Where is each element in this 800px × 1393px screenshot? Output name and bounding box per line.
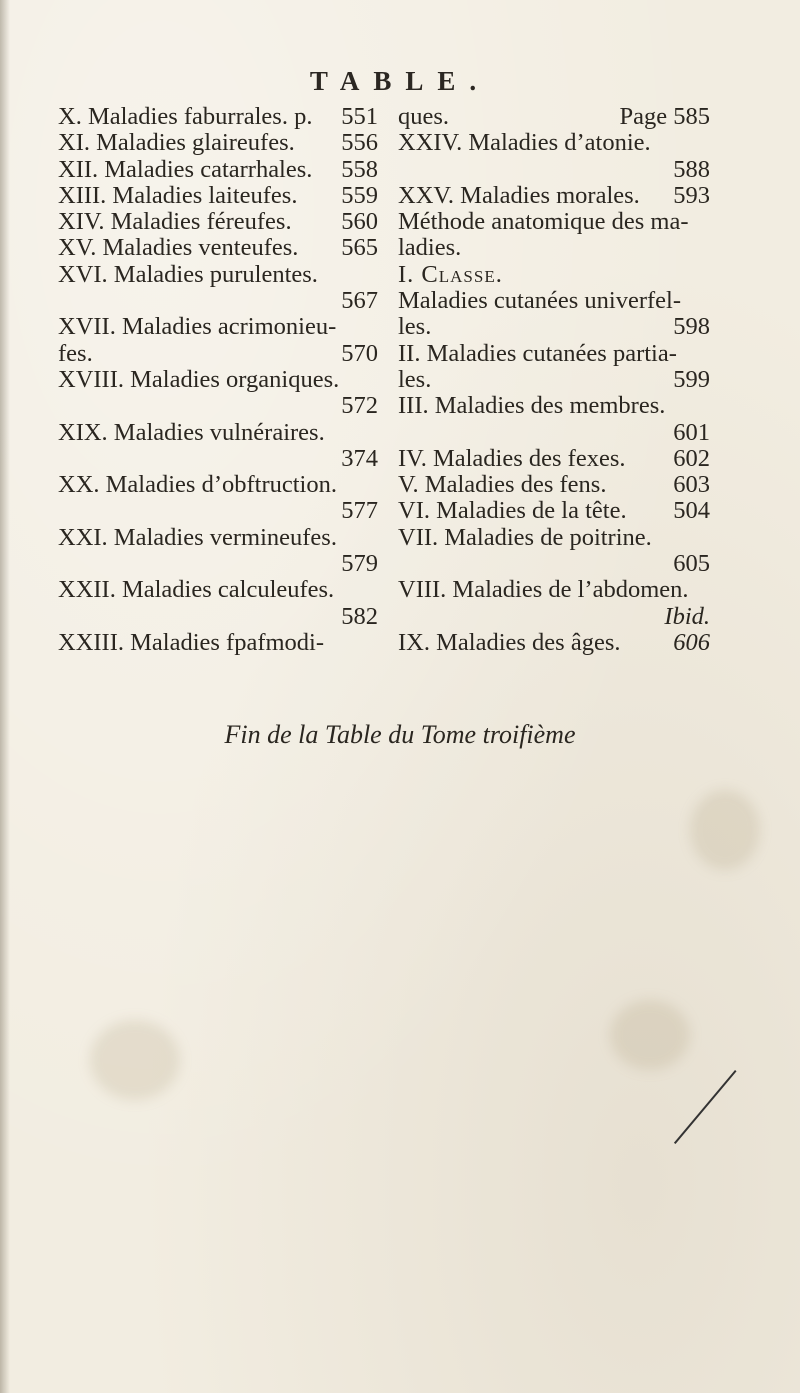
toc-entry (58, 341, 378, 367)
paper-stain (610, 1000, 690, 1070)
entry-label: XVI. Maladies purulentes. (58, 260, 318, 288)
entry-page: 582 (341, 602, 378, 630)
toc-entry (58, 498, 378, 524)
toc-entry (58, 209, 378, 235)
entry-page: 588 (673, 155, 710, 183)
entry-label: VII. Maladies de poitrine. (398, 523, 652, 551)
toc-entry (398, 551, 710, 577)
entry-page: 601 (673, 418, 710, 446)
toc-entry (58, 420, 378, 446)
entry-label: XI. Maladies glaireufes. (58, 129, 295, 157)
entry-page: 603 (673, 471, 710, 499)
toc-entry (58, 472, 378, 498)
toc-entry (58, 577, 378, 603)
toc-entry (398, 130, 710, 156)
toc-entry (398, 104, 710, 130)
toc-entry (58, 314, 378, 340)
toc-entry (58, 525, 378, 551)
page-binding-edge (0, 0, 10, 1393)
toc-entry (58, 262, 378, 288)
entry-label: III. Maladies des membres. (398, 392, 666, 420)
toc-entry (398, 420, 710, 446)
entry-label: IV. Maladies des fexes. (398, 444, 626, 472)
toc-entry (58, 157, 378, 183)
entry-label: XIII. Maladies laiteufes. (58, 181, 298, 209)
entry-page: 602 (673, 444, 710, 472)
toc-entry (58, 183, 378, 209)
entry-label: XVIII. Maladies organiques. (58, 365, 340, 393)
paper-stain (690, 790, 760, 870)
table-end-note: Fin de la Table du Tome troifième (224, 720, 576, 749)
toc-entry (398, 157, 710, 183)
toc-entry (58, 393, 378, 419)
toc-entry (58, 235, 378, 261)
entry-label: XXII. Maladies calculeufes. (58, 576, 335, 604)
toc-entry (398, 235, 710, 261)
entry-page: 567 (341, 287, 378, 315)
entry-label: X. Maladies faburrales. p. (58, 103, 313, 130)
entry-page: 606 (673, 628, 710, 656)
entry-label: VI. Maladies de la tête. (398, 497, 627, 525)
entry-label: Maladies cutanées univerfel- (398, 287, 681, 315)
entry-page: 599 (673, 365, 710, 393)
entry-page: 374 (341, 444, 378, 472)
toc-entry (398, 577, 710, 603)
entry-label: XIX. Maladies vulnéraires. (58, 418, 325, 446)
entry-page: 605 (673, 550, 710, 578)
entry-label: ques. (398, 103, 450, 130)
entry-label: les. (398, 313, 432, 341)
paper-stain (90, 1020, 180, 1100)
toc-entry (398, 498, 710, 524)
entry-label: XX. Maladies d’obftruction. (58, 471, 337, 499)
entry-page: Ibid. (664, 602, 710, 630)
entry-page: 593 (673, 181, 710, 209)
toc-entry (398, 183, 710, 209)
entry-label: VIII. Maladies de l’abdomen. (398, 576, 689, 604)
toc-entry (58, 630, 378, 656)
entry-label: Méthode anatomique des ma- (398, 208, 689, 236)
entry-label: II. Maladies cutanées partia- (398, 339, 677, 367)
toc-entry (398, 209, 710, 235)
toc-entry (58, 446, 378, 472)
entry-label: XV. Maladies venteufes. (58, 234, 299, 262)
toc-entry (398, 393, 710, 419)
entry-label: XIV. Maladies féreufes. (58, 208, 292, 236)
entry-label: XXV. Maladies morales. (398, 181, 640, 209)
entry-label: XXIII. Maladies fpafmodi- (58, 628, 325, 656)
entry-page: Page 585 (619, 103, 710, 130)
entry-label: IX. Maladies des âges. (398, 628, 621, 656)
toc-entry (58, 604, 378, 630)
toc-entry (398, 604, 710, 630)
toc-entry (58, 367, 378, 393)
entry-page: 579 (341, 550, 378, 578)
ink-mark (674, 1070, 737, 1144)
entry-label: ladies. (398, 234, 462, 262)
entry-page: 504 (673, 497, 710, 525)
entry-label: fes. (58, 339, 93, 367)
toc-entry (398, 314, 710, 340)
table-right-column (398, 104, 710, 656)
toc-entry (398, 262, 710, 288)
entry-page: 560 (341, 208, 378, 236)
entry-page: 558 (341, 155, 378, 183)
page-title: TABLE. (309, 66, 491, 96)
toc-entry (398, 446, 710, 472)
toc-entry (58, 288, 378, 314)
entry-label: XXIV. Maladies d’atonie. (398, 129, 651, 157)
entry-page: 570 (341, 339, 378, 367)
table-left-column (58, 104, 378, 656)
entry-label: I. Classe. (398, 260, 503, 288)
toc-entry (398, 525, 710, 551)
entry-page: 565 (341, 234, 378, 262)
entry-page: 556 (341, 129, 378, 157)
toc-entry (398, 288, 710, 314)
entry-label: XXI. Maladies vermineufes. (58, 523, 337, 551)
entry-page: 598 (673, 313, 710, 341)
entry-label: XVII. Maladies acrimonieu- (58, 313, 337, 341)
entry-page: 572 (341, 392, 378, 420)
entry-label: XII. Maladies catarrhales. (58, 155, 313, 183)
toc-entry (398, 367, 710, 393)
toc-entry (398, 472, 710, 498)
toc-entry (398, 341, 710, 367)
toc-entry (58, 104, 378, 130)
entry-page: 577 (341, 497, 378, 525)
entry-page: 551 (341, 103, 378, 130)
toc-entry (398, 630, 710, 656)
entry-label: les. (398, 365, 432, 393)
entry-page: 559 (341, 181, 378, 209)
toc-entry (58, 551, 378, 577)
entry-label: V. Maladies des fens. (398, 471, 607, 499)
toc-entry (58, 130, 378, 156)
